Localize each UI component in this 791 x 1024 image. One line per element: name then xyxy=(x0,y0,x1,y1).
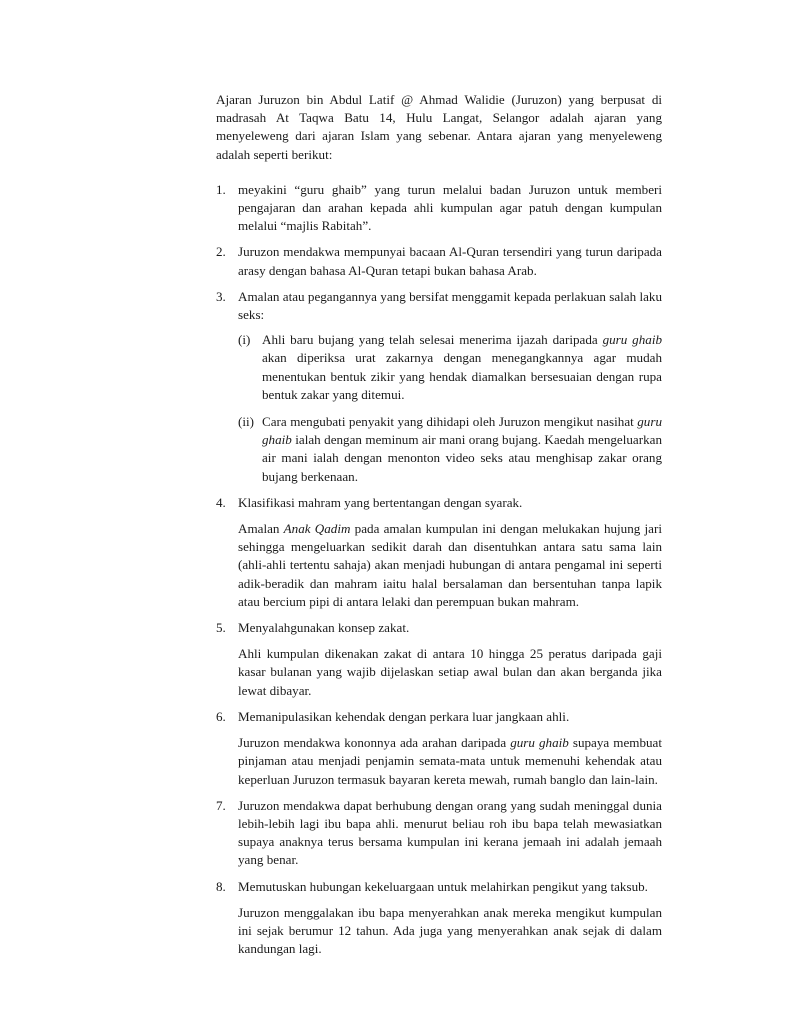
intro-paragraph: Ajaran Juruzon bin Abdul Latif @ Ahmad Walidie (Juruzon) yang berpusat di madrasah At Taqwa Batu 14, Hulu Langat, Selangor adalah ajaran yang menyeleweng dari ajaran Islam yang sebenar. Antara ajaran yang menyeleweng adalah seperti berikut: xyxy=(216,92,662,162)
list-number: 8. xyxy=(216,878,226,894)
list-item-text: Memutuskan hubungan kekeluargaan untuk melahirkan pengikut yang taksub. xyxy=(238,878,648,894)
list-item-4 xyxy=(216,494,662,611)
sub-item-ii xyxy=(238,413,662,486)
list-item-7 xyxy=(216,797,662,870)
desc-text-emphasis: guru ghaib xyxy=(510,735,569,751)
list-item-8 xyxy=(216,878,662,959)
list-number: 7. xyxy=(216,797,226,813)
list-item-description xyxy=(238,904,662,959)
desc-text-part: Ahli kumpulan dikenakan zakat di antara 10 hingga 25 peratus daripada gaji kasar bulanan yang wajib dijelaskan setiap awal bulan dan akan berganda jika lewat dibayar. xyxy=(238,646,662,698)
list-item-text: meyakini “guru ghaib” yang turun melalui badan Juruzon untuk memberi pengajaran dan arahan kepada ahli kumpulan agar patuh dengan kumpulan melalui “majlis Rabitah”. xyxy=(238,181,662,234)
desc-text-part: supaya membuat pinjaman atau menjadi penjamin semata-mata untuk memenuhi kehendak atau keperluan Juruzon termasuk bayaran kereta mewah, rumah banglo dan lain-lain. xyxy=(238,735,662,787)
list-item-text: Klasifikasi mahram yang bertentangan dengan syarak. xyxy=(238,494,523,510)
sub-text-emphasis: guru ghaib xyxy=(262,414,662,448)
sub-text-part: Ahli baru bujang yang telah selesai menerima ijazah daripada xyxy=(262,332,603,348)
list-item-text: Memanipulasikan kehendak dengan perkara luar jangkaan ahli. xyxy=(238,708,570,724)
sub-item-number: (i) xyxy=(238,332,251,348)
list-item-text: Juruzon mendakwa mempunyai bacaan Al-Quran tersendiri yang turun daripada arasy dengan bahasa Al-Quran tetapi bukan bahasa Arab. xyxy=(238,244,662,278)
list-item-description xyxy=(238,645,662,700)
sub-item-text xyxy=(262,331,662,404)
list-item-3 xyxy=(216,288,662,486)
desc-text-part: Juruzon mendakwa kononnya ada arahan daripada xyxy=(238,735,511,751)
sub-text-part: akan diperiksa urat zakarnya dengan menegangkannya agar mudah menentukan bentuk zikir yang hendak diamalkan bersesuaian dengan rupa bentuk zakar yang ditemui. xyxy=(262,350,662,402)
list-item-5 xyxy=(216,619,662,700)
desc-text-part: Juruzon menggalakan ibu bapa menyerahkan anak mereka mengikut kumpulan ini sejak berumur 12 tahun. Ada juga yang menyerahkan anak sejak di dalam kandungan lagi. xyxy=(238,904,662,957)
document-body xyxy=(216,91,662,966)
list-item-text: Menyalahgunakan konsep zakat. xyxy=(238,620,410,636)
desc-text-emphasis: Anak Qadim xyxy=(283,521,351,537)
sub-item-i xyxy=(238,331,662,404)
list-number: 6. xyxy=(216,708,226,724)
list-item-1 xyxy=(216,181,662,236)
list-number: 3. xyxy=(216,288,226,304)
list-item-6 xyxy=(216,708,662,789)
sub-text-part: Cara mengubati penyakit yang dihidapi oleh Juruzon mengikut nasihat xyxy=(262,414,638,430)
desc-text-part: Amalan xyxy=(238,521,284,537)
list-item-text: Amalan atau pegangannya yang bersifat menggamit kepada perlakuan salah laku seks: xyxy=(238,288,662,323)
list-number: 1. xyxy=(216,181,226,197)
list-item-2 xyxy=(216,243,662,279)
desc-text-part: pada amalan kumpulan ini dengan melukakan hujung jari sehingga mengeluarkan sedikit darah dan disentuhkan antara satu sama lain (ahli-ahli tertentu sahaja) akan menjadi hubungan di antara pengamal ini seperti adik-beradik dan mahram iaitu halal bersalaman dan bersentuhan tanpa lapik atau bercium pipi di antara lelaki dan perempuan bukan mahram. xyxy=(238,521,662,609)
list-item-text: Juruzon mendakwa dapat berhubung dengan orang yang sudah meninggal dunia lebih-lebih lagi ibu bapa ahli. menurut beliau roh ibu bapa telah mewasiatkan supaya anaknya terus bersama kumpulan ini kerana jemaah ini adalah jemaah yang benar. xyxy=(238,797,662,868)
list-number: 5. xyxy=(216,620,226,636)
sub-text-part: ialah dengan meminum air mani orang bujang. Kaedah mengeluarkan air mani ialah dengan menonton video seks atau menghisap zakar orang bujang berkenaan. xyxy=(262,432,662,484)
list-number: 4. xyxy=(216,494,226,510)
list-item-description xyxy=(238,734,662,789)
sub-item-text xyxy=(262,413,662,486)
sub-item-number: (ii) xyxy=(238,414,254,430)
sub-text-emphasis: guru ghaib xyxy=(602,332,663,348)
list-item-description xyxy=(238,520,662,611)
list-number: 2. xyxy=(216,244,226,260)
